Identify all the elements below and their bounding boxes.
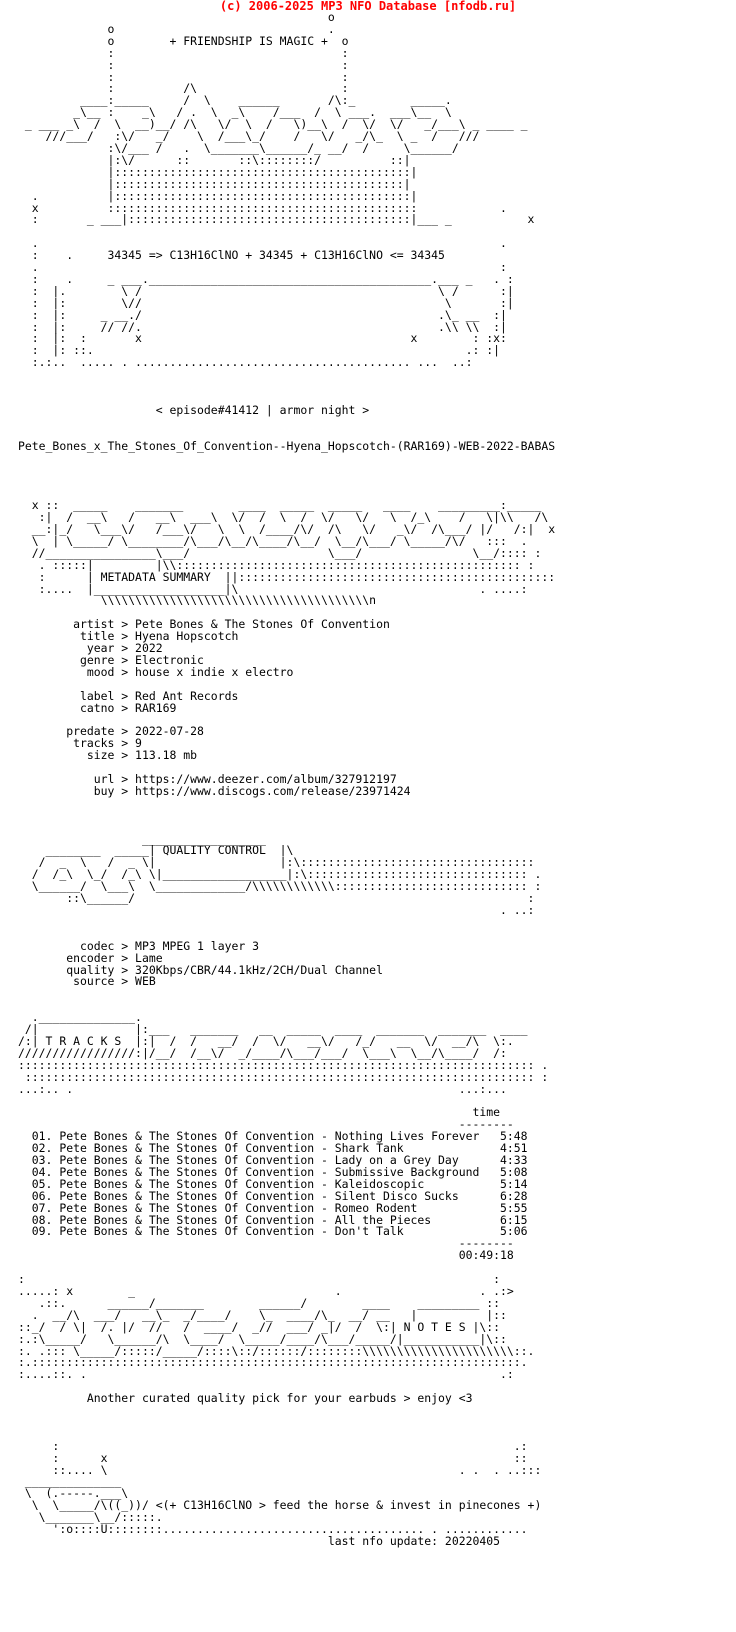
page-header[interactable]: (c) 2006-2025 MP3 NFO Database [nfodb.ru] (219, 0, 517, 13)
nfo-text: o o . o + FRIENDSHIP IS MAGIC + o : : : : : : : /\ : ____:_____ / \ ______ /\:_ _____. _\__ : _\ / . \ _\ /___ / \ ___. ___\__ \ _ ___ _\ / \ __)__/ /\ \/ \ / \)__\ / \/ \/ _/___\ _ ____ _ ///___/ :\/ _/ \ /___\_/ / \/ _/\_ \ _ / /// :\/___ / . \_______\______/_ __/ / \______/ |:\/ :: ::\::::::::/ ::| |:::::::::::::::::::::::::::::::::::::::::::| |::::::::::::::::::::::::::::::::::::::::::| . |:::::::::::::::::::::::::::::::::::::::::::| x ::::::::::::::::::::::::::::::::::::::::::::: . : _ ___|:::::::::::::::::::::::::::::::::::::::::|___ _ x . . : . 34345 => C13H16ClNO + 34345 + C13H16ClNO <= 34345 . : : . _ ___._________________________________________.___ _ . : : |. \ / \ / :| : |: \// \ :| : |: _ __./ .\_ __ :| : |: // //. .\\ \\ :| : |: : x x : :x: : |: ::. .: :| :.:.. ..... . ........................................ ... ..: < episode#41412 | armor night > Pete_Bones_x_The_Stones_Of_Convention--Hyena_Hopscotch-(RAR169)-WEB-2022-BABAS x :: _____ _______ ____ _____ _____ ____ _________:_____ :| / __\ / __\ ___\ \/ / \ / \/ \/ \ /_\ / \|\\ /\ __:|_/ \___\/ /___\/ \ \ /____/\/ /\ \/ _\/ /\___/ |/ /:| x \ | \_____/ \________/\___/\__/\____/\__/ \__/\___/ \_____/\/ ::: . //________________\___/ \___/ \__/:::: : . :::::| |\\:::::::::::::::::::::::::::::::::::::::::::::::::: : : | METADATA SUMMARY ||:::::::::::::::::::::::::::::::::::::::::::::: :.... |___________________|\ . ....: \\\\\\\\\\\\\\\\\\\\\\\\\\\\\\\\\\\\\\\n artist > Pete Bones & The Stones Of Convention title > Hyena Hopscotch year > 2022 genre > Electronic mood > house x indie x electro label > Red Ant Records catno > RAR169 predate > 2022-07-28 tracks > 9 size > 113.18 mb url > https://www.deezer.com/album/327912197 buy > https://www.discogs.com/release/23971424 __________________ ________ _____| QUALITY CONTROL |\ / _ \ / _ \| |:\:::::::::::::::::::::::::::::::::: / /_\ \_/ /_\ \|__________________|:\:::::::::::::::::::::::::::::::: . \______/ \___\ \_____________/\\\\\\\\\\\\:::::::::::::::::::::::::::: : ::\______/ : . ..: codec > MP3 MPEG 1 layer 3 encoder > Lame quality > 320Kbps/CBR/44.1kHz/2CH/Dual Channel source > WEB .______________. /| |:___ _______ __ _____ ____ _______ _______ ____ /:| T R A C K S |:| / / __/ / \/ __\/ /_/ __ \/ __/\ \:. /////////////////:|/__/ /__\/ _/____/\___/___/ \___\ \__/\____/ /: ::::::::::::::::::::::::::::::::::::::::::::::::::::::::::::::::::::::::::: . :::::::::::::::::::::::::::::::::::::::::::::::::::::::::::::::::::::::::: : ...:.. . ...:... time -------- 01. Pete Bones & The Stones Of Convention - Nothing Lives Forever 5:48 02. Pete Bones & The Stones Of Convention - Shark Tank 4:51 03. Pete Bones & The Stones Of Convention - Lady on a Grey Day 4:33 04. Pete Bones & The Stones Of Convention - Submissive Background 5:08 05. Pete Bones & The Stones Of Convention - Kaleidoscopic 5:14 06. Pete Bones & The Stones Of Convention - Silent Disco Sucks 6:28 07. Pete Bones & The Stones Of Convention - Romeo Rodent 5:55 08. Pete Bones & The Stones Of Convention - All the Pieces 6:15 09. Pete Bones & The Stones Of Convention - Don't Talk 5:06 -------- 00:49:18 : : .....: x _ . . .:> .::. ______/_______ ______/ ____ _________ :: . __/\ ___/ __\_ _/____/ \_ ____/\_ __/ __ | |:: ::_/ / \| /. |/ // / ____/ _// ___/ _|/ / \:| N O T E S |\:: :.:\_____/ \______/\ \____/ \_____/____/\___/_____/|___________|\:: :. .::: \_____/:::::/_____/::::\::/::::::/::::::::\\\\\\\\\\\\\\\\\\\\\\::. :.:::::::::::::::::::::::::::::::::::::::::::::::::::::::::::::::::::::::. :....::. . .: Another curated quality pick for your earbuds > enjoy <3 : .: : x :: ::.... \ . . . ..::: ______________ \ (.-----.___\ \ \_____/\((_))/ <(+ C13H16ClNO > feed the horse & invest in pinecones +) \_______\__/:::::. ':o::::U::::::::...................................... . ............ last nfo update: 20220405 (18, 10, 556, 1548)
